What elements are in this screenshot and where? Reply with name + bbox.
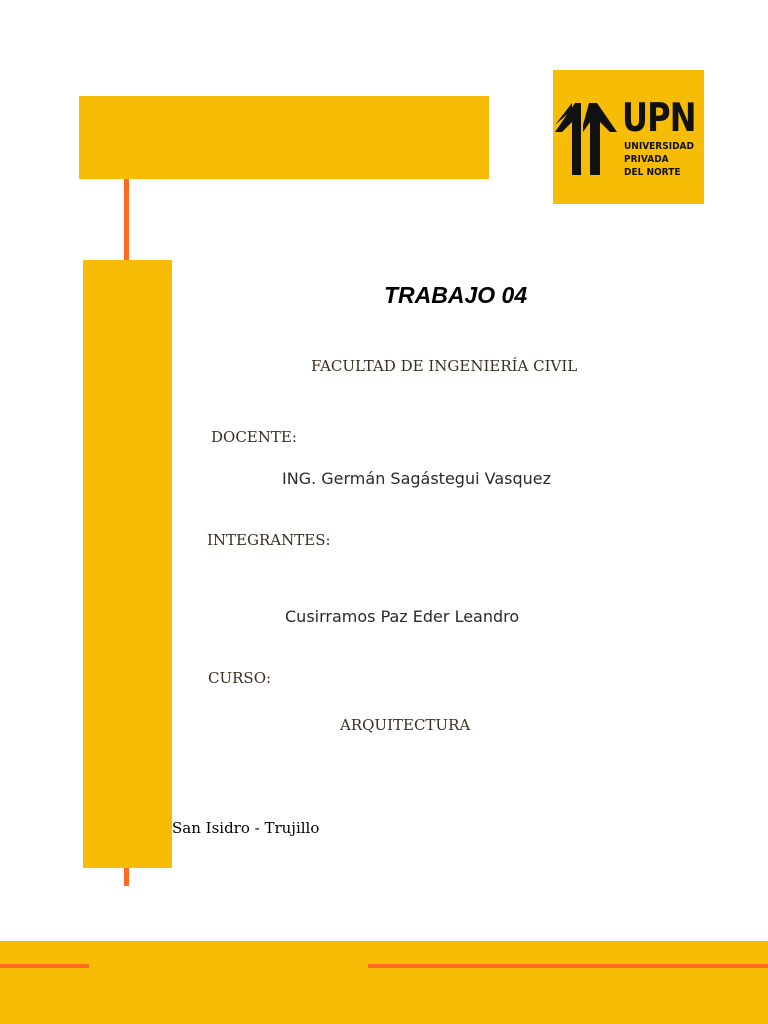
location-text: San Isidro - Trujillo bbox=[172, 819, 320, 837]
document-title: TRABAJO 04 bbox=[384, 282, 528, 308]
orange-connector-line-top bbox=[124, 179, 129, 261]
top-decorative-bar bbox=[79, 96, 489, 179]
logo-line-1: UNIVERSIDAD bbox=[624, 141, 694, 152]
orange-connector-line-bottom bbox=[124, 868, 129, 886]
course-name: ARQUITECTURA bbox=[340, 716, 471, 734]
bottom-decorative-band bbox=[0, 941, 768, 1024]
bottom-orange-line-left bbox=[0, 964, 89, 968]
logo-line-2: PRIVADA bbox=[624, 154, 669, 165]
logo-upn-text: UPN bbox=[622, 96, 696, 141]
curso-label: CURSO: bbox=[208, 669, 272, 687]
docente-label: DOCENTE: bbox=[211, 428, 297, 446]
integrantes-label: INTEGRANTES: bbox=[207, 531, 331, 549]
faculty-name: FACULTAD DE INGENIERÍA CIVIL bbox=[311, 357, 578, 375]
side-decorative-bar bbox=[83, 260, 172, 868]
bottom-orange-line-right bbox=[368, 964, 768, 968]
member-name: Cusirramos Paz Eder Leandro bbox=[285, 607, 520, 626]
university-logo bbox=[553, 70, 704, 204]
logo-line-3: DEL NORTE bbox=[624, 167, 681, 178]
docente-name: ING. Germán Sagástegui Vasquez bbox=[282, 469, 551, 488]
